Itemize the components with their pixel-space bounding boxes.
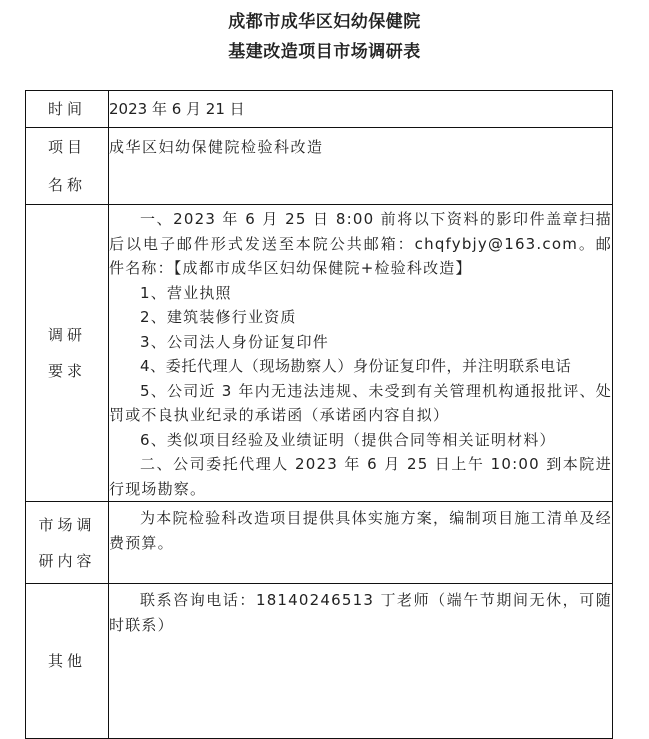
table-row-project-name: [26, 128, 613, 205]
requirements-label-line2: 要求: [47, 362, 86, 380]
project-name-label-line2: 名称: [47, 176, 86, 194]
other-text: 联系咨询电话：18140246513 丁老师（端午节期间无休，可随时联系）: [109, 591, 612, 634]
document-title-line1: 成都市成华区妇幼保健院: [228, 12, 421, 32]
survey-content-label-line1: 市场调: [38, 515, 96, 534]
survey-table: [25, 90, 613, 739]
project-name-label: [26, 128, 109, 205]
survey-content-value: [109, 502, 613, 584]
requirement-item: 5、公司近 3 年内无违法违规、未受到有关管理机构通报批评、处罚或不良执业纪录的承诺函（承诺函内容自拟）: [109, 381, 612, 424]
survey-content-text: 为本院检验科改造项目提供具体实施方案，编制项目施工清单及经费预算。: [109, 509, 612, 552]
other-label: 其他: [26, 584, 109, 739]
requirements-value: [109, 205, 613, 502]
survey-content-label-line2: 研内容: [38, 551, 96, 570]
document-title-line2: 基建改造项目市场调研表: [228, 42, 421, 62]
requirements-label: [26, 205, 109, 502]
time-label: 时间: [26, 91, 109, 128]
project-name-value: 成华区妇幼保健院检验科改造: [109, 128, 613, 205]
survey-content-label: [26, 502, 109, 584]
requirements-intro: 一、2023 年 6 月 25 日 8:00 前将以下资料的影印件盖章扫描后以电子邮件形式发送至本院公共邮箱：chqfybjy@163.com。邮件名称：【成都市成华区妇幼保健院+检验科改造】: [109, 210, 612, 277]
table-row-survey-content: [26, 502, 613, 584]
requirements-second: 二、公司委托代理人 2023 年 6 月 25 日上午 10:00 到本院进行现场勘察。: [109, 455, 612, 498]
requirement-item: 2、建筑装修行业资质: [140, 308, 297, 326]
requirement-item: 4、委托代理人（现场勘察人）身份证复印件，并注明联系电话: [140, 357, 572, 375]
table-row-requirements: [26, 205, 613, 502]
requirement-item: 3、公司法人身份证复印件: [140, 332, 329, 351]
table-row-time: [26, 91, 613, 128]
requirements-label-line1: 调研: [47, 326, 86, 344]
other-value: [109, 584, 613, 739]
requirement-item: 1、营业执照: [140, 283, 232, 302]
project-name-label-line1: 项目: [47, 138, 86, 156]
table-row-other: [26, 584, 613, 739]
requirement-item: 6、类似项目经验及业绩证明（提供合同等相关证明材料）: [140, 430, 556, 449]
time-value: 2023 年 6 月 21 日: [109, 91, 613, 128]
